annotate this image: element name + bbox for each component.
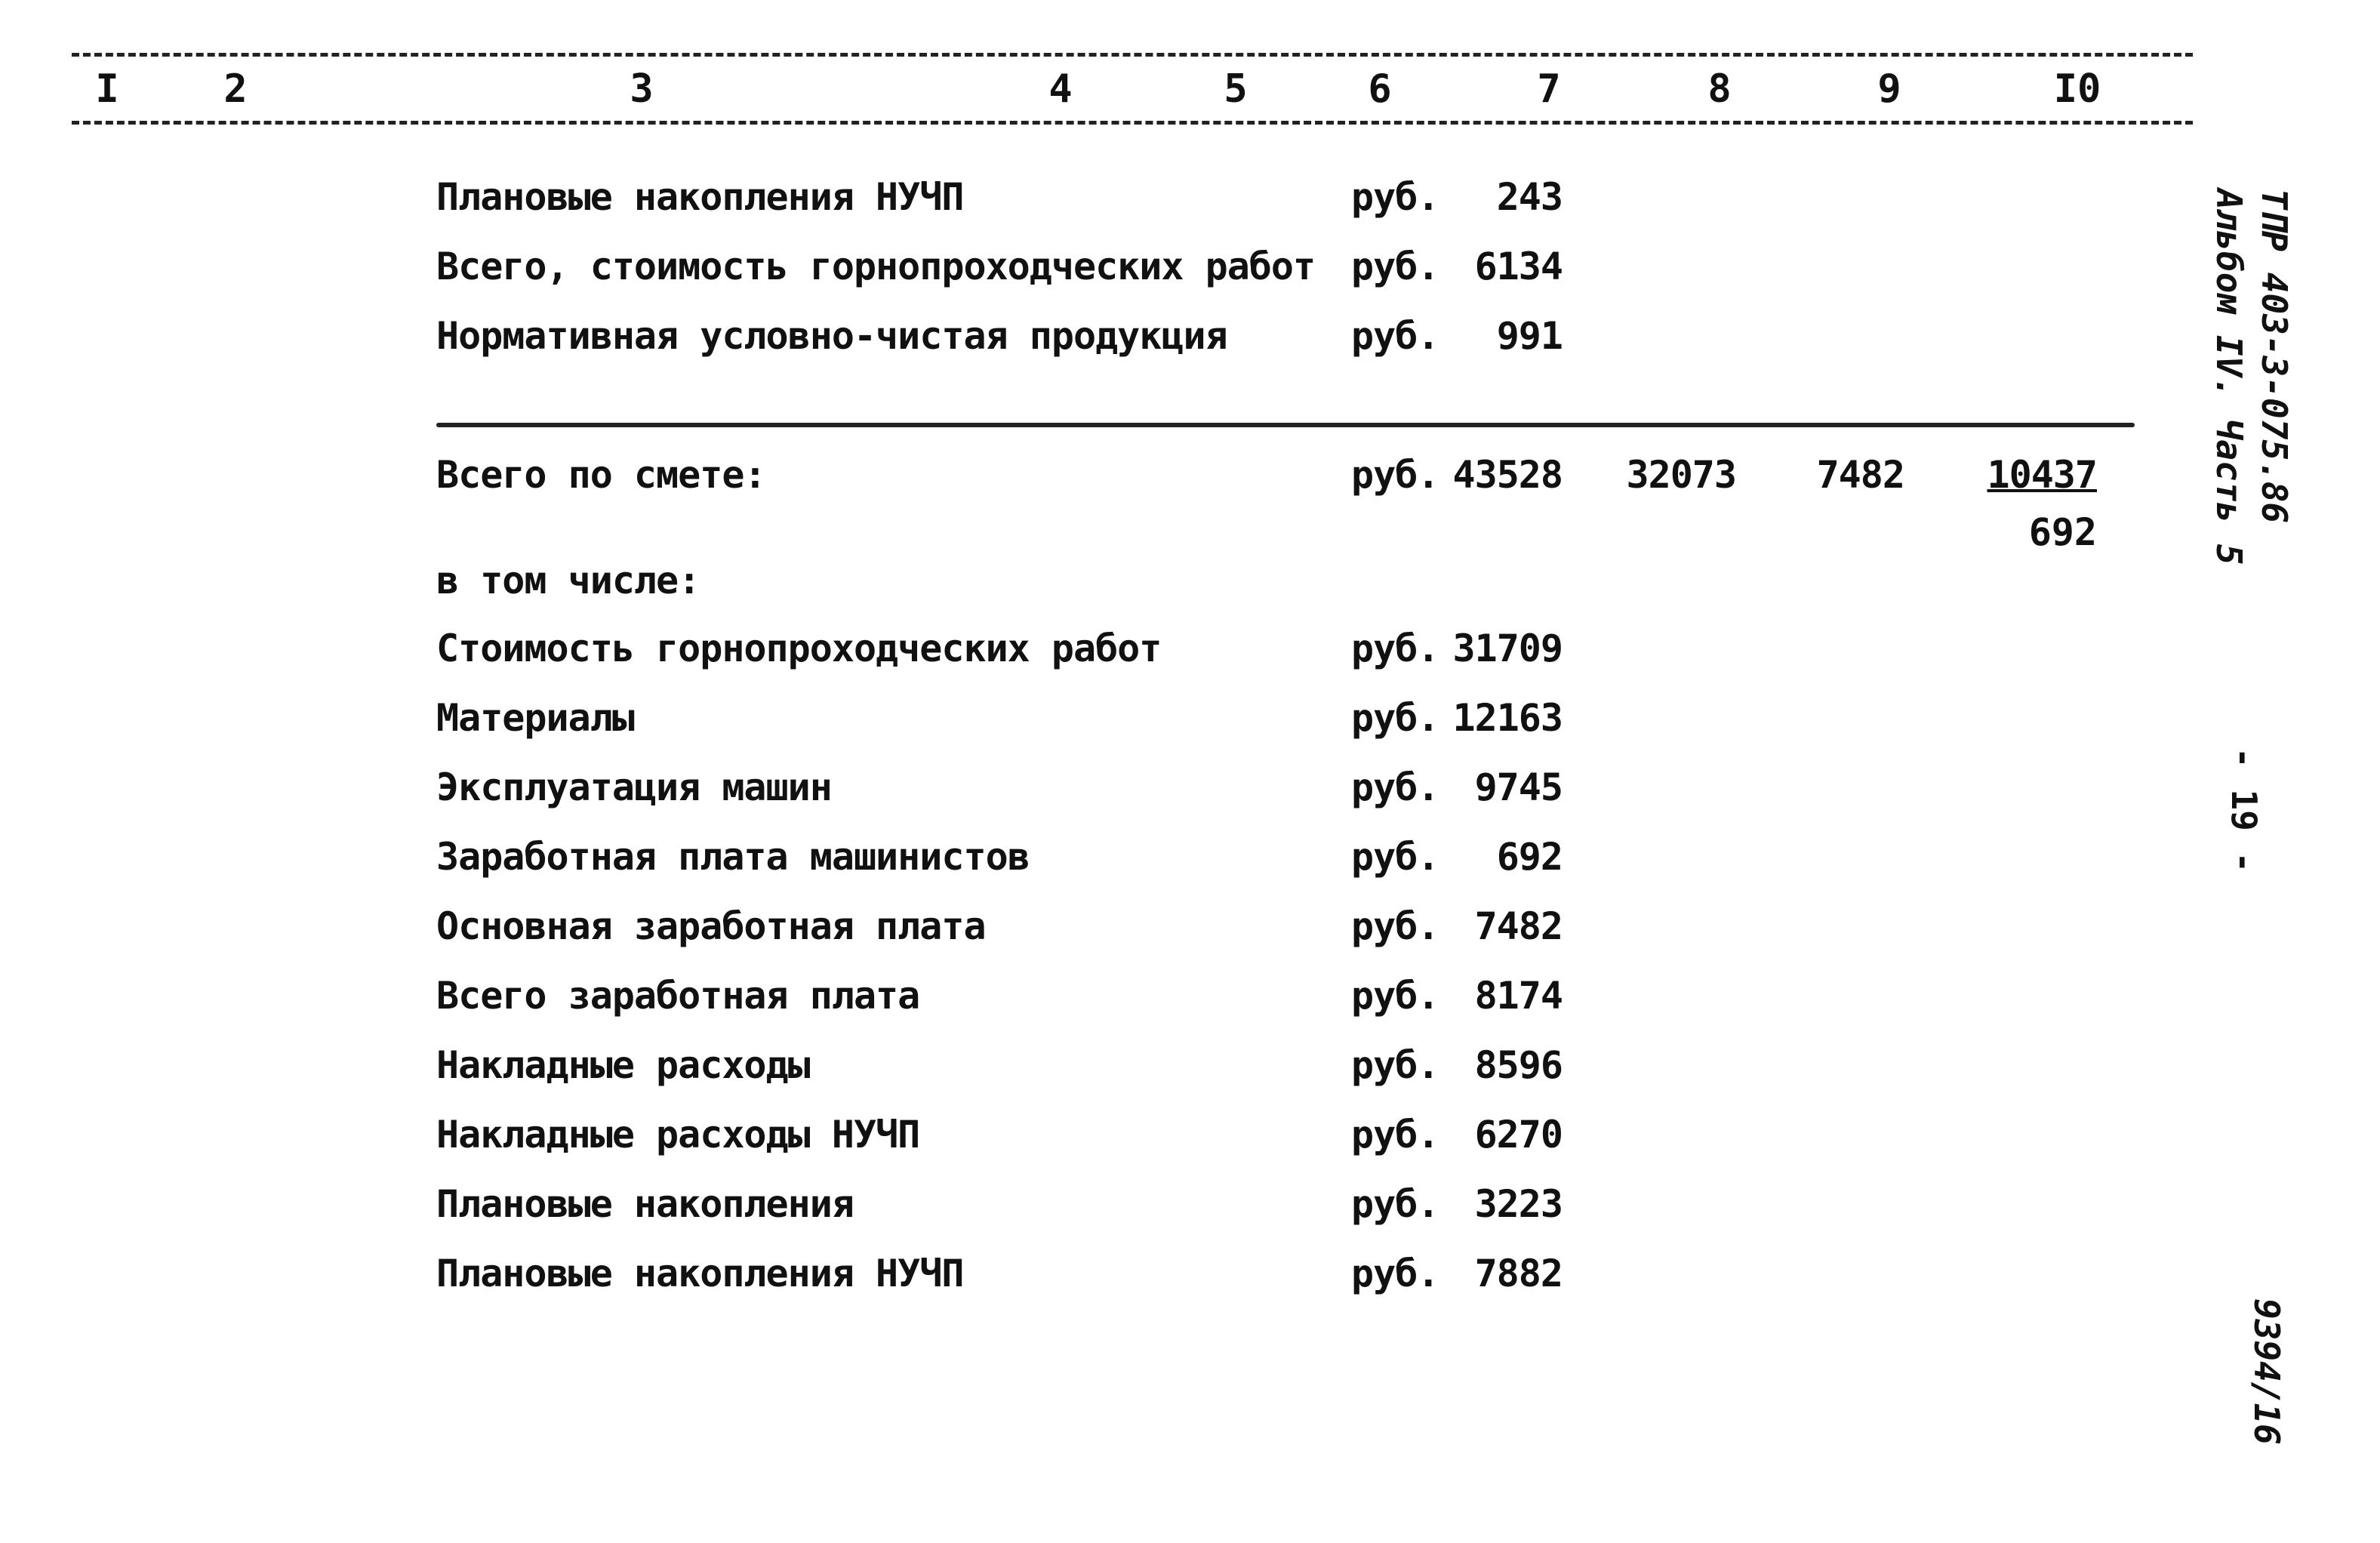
total-col9: 7482 xyxy=(1816,453,1904,497)
table-row xyxy=(0,835,2380,888)
column-header-10: I0 xyxy=(2053,66,2101,112)
row-unit: руб. xyxy=(1351,175,1439,219)
table-row xyxy=(0,904,2380,957)
table-row xyxy=(0,696,2380,749)
column-header-5: 5 xyxy=(1224,66,1248,112)
total-unit: руб. xyxy=(1351,453,1439,497)
table-row xyxy=(0,974,2380,1027)
total-col8: 32073 xyxy=(1626,453,1736,497)
total-col10-sub: 692 xyxy=(2028,510,2097,554)
total-col10: 10437 xyxy=(1987,453,2097,497)
subheading: в том числе: xyxy=(436,559,700,602)
row-label: Плановые накопления НУЧП xyxy=(436,175,964,219)
row-label: Стоимость горнопроходческих работ xyxy=(436,627,1162,670)
total-row xyxy=(0,453,2380,506)
table-row xyxy=(0,627,2380,679)
total-label: Всего по смете: xyxy=(436,453,766,497)
table-row xyxy=(0,1182,2380,1235)
album-annotation: Альбом IV. Часть 5 xyxy=(2209,189,2249,565)
row-label: Плановые накопления xyxy=(436,1182,854,1226)
row-label: Накладные расходы НУЧП xyxy=(436,1113,920,1156)
column-header-9: 9 xyxy=(1877,66,1901,112)
column-header-4: 4 xyxy=(1048,66,1073,112)
row-value: 6134 xyxy=(1474,245,1563,288)
table-row xyxy=(0,1113,2380,1166)
table-row xyxy=(0,314,2380,367)
row-unit: руб. xyxy=(1351,1182,1439,1226)
header-bottom-rule xyxy=(72,121,2193,125)
row-value: 692 xyxy=(1496,835,1563,879)
total-col7: 43528 xyxy=(1452,453,1563,497)
column-header-6: 6 xyxy=(1368,66,1392,112)
row-label: Плановые накопления НУЧП xyxy=(436,1252,964,1295)
row-value: 243 xyxy=(1496,175,1563,219)
row-unit: руб. xyxy=(1351,696,1439,740)
inventory-number: 9394/16 xyxy=(2246,1298,2287,1445)
total-separator-rule xyxy=(436,423,2135,427)
row-label: Основная заработная плата xyxy=(436,904,986,948)
subheading-row xyxy=(0,559,2380,611)
row-unit: руб. xyxy=(1351,1113,1439,1156)
page-number: - 19 - xyxy=(2224,747,2265,873)
row-label: Всего, стоимость горнопроходческих работ xyxy=(436,245,1316,288)
row-unit: руб. xyxy=(1351,765,1439,809)
header-top-rule xyxy=(72,53,2193,57)
row-value: 8596 xyxy=(1474,1043,1563,1087)
row-label: Материалы xyxy=(436,696,634,740)
row-value: 9745 xyxy=(1474,765,1563,809)
row-value: 6270 xyxy=(1474,1113,1563,1156)
table-row xyxy=(0,1252,2380,1304)
column-header-3: 3 xyxy=(630,66,654,112)
row-label: Заработная плата машинистов xyxy=(436,835,1030,879)
row-unit: руб. xyxy=(1351,314,1439,358)
row-value: 3223 xyxy=(1474,1182,1563,1226)
row-unit: руб. xyxy=(1351,974,1439,1018)
table-row xyxy=(0,765,2380,818)
row-unit: руб. xyxy=(1351,1043,1439,1087)
table-row xyxy=(0,175,2380,228)
row-label: Накладные расходы xyxy=(436,1043,810,1087)
row-value: 31709 xyxy=(1452,627,1563,670)
column-header-7: 7 xyxy=(1537,66,1561,112)
column-header-2: 2 xyxy=(223,66,248,112)
row-label: Нормативная условно-чистая продукция xyxy=(436,314,1227,358)
row-value: 12163 xyxy=(1452,696,1563,740)
row-unit: руб. xyxy=(1351,835,1439,879)
row-value: 991 xyxy=(1496,314,1563,358)
table-row xyxy=(0,245,2380,297)
row-unit: руб. xyxy=(1351,1252,1439,1295)
table-row xyxy=(0,1043,2380,1096)
row-unit: руб. xyxy=(1351,627,1439,670)
row-label: Всего заработная плата xyxy=(436,974,920,1018)
row-unit: руб. xyxy=(1351,904,1439,948)
row-label: Эксплуатация машин xyxy=(436,765,832,809)
row-value: 7882 xyxy=(1474,1252,1563,1295)
doc-code-annotation: ТПР 403-3-075.86 xyxy=(2254,189,2295,524)
column-header-1: I xyxy=(95,66,119,112)
column-header-8: 8 xyxy=(1707,66,1732,112)
row-value: 8174 xyxy=(1474,974,1563,1018)
row-unit: руб. xyxy=(1351,245,1439,288)
row-value: 7482 xyxy=(1474,904,1563,948)
